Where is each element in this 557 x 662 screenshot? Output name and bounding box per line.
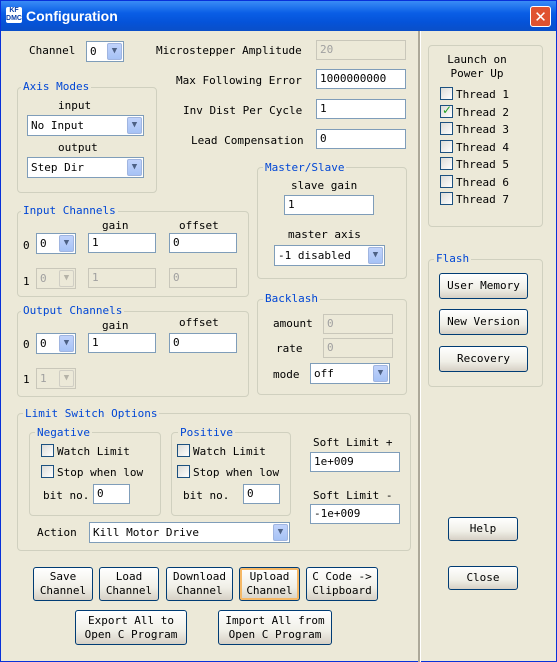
microstepper-amplitude-field: 20	[316, 40, 406, 60]
flash-title: Flash	[436, 252, 470, 265]
thread-3-checkbox[interactable]	[440, 122, 453, 135]
axis-input-value: No Input	[31, 119, 84, 132]
axis-input-label: input	[58, 99, 92, 112]
limit-switch-title: Limit Switch Options	[25, 407, 158, 420]
chevron-down-icon: ▼	[59, 235, 74, 252]
soft-limit-plus-label: Soft Limit +	[313, 436, 393, 449]
output-channels-title: Output Channels	[23, 304, 123, 317]
thread-3-label: Thread 3	[456, 123, 509, 136]
app-icon: KF DMC	[6, 7, 22, 22]
input-gain-1-field: 1	[88, 268, 156, 288]
chevron-down-icon: ▼	[127, 117, 142, 134]
thread-6-checkbox[interactable]	[440, 175, 453, 188]
inv-dist-per-cycle-label: Inv Dist Per Cycle	[183, 104, 303, 117]
negative-watch-limit-label: Watch Limit	[57, 445, 130, 458]
output-channel-0-value: 0	[40, 337, 47, 350]
action-label: Action	[37, 526, 77, 539]
upload-channel-button[interactable]: Upload Channel	[239, 567, 300, 601]
master-axis-value: -1 disabled	[278, 249, 351, 262]
negative-limit-title: Negative	[37, 426, 90, 439]
import-all-button[interactable]: Import All from Open C Program	[218, 610, 332, 645]
negative-bit-no-label: bit no.	[43, 489, 90, 502]
input-channel-0-value: 0	[40, 237, 47, 250]
output-channel-1-value: 1	[40, 372, 47, 385]
axis-input-select[interactable]	[27, 115, 144, 136]
input-gain-0-field[interactable]: 1	[88, 233, 156, 253]
input-offset-0-field[interactable]: 0	[169, 233, 237, 253]
close-icon: ✕	[534, 8, 547, 26]
thread-1-label: Thread 1	[456, 88, 509, 101]
title-bar[interactable]	[1, 1, 556, 31]
chevron-down-icon: ▼	[127, 159, 142, 176]
recovery-button[interactable]: Recovery	[439, 346, 528, 372]
backlash-amount-field: 0	[323, 314, 393, 334]
thread-2-checkbox[interactable]	[440, 102, 453, 118]
chevron-down-icon: ▼	[59, 335, 74, 352]
input-channel-1-value: 0	[40, 272, 47, 285]
download-channel-button[interactable]: Download Channel	[166, 567, 233, 601]
channel-label: Channel	[29, 44, 76, 57]
lead-compensation-label: Lead Compensation	[191, 134, 304, 147]
output-row-index: 1	[23, 373, 30, 386]
soft-limit-plus-field[interactable]: 1e+009	[310, 452, 400, 472]
input-channel-1-select	[36, 268, 76, 289]
chevron-down-icon: ▼	[107, 43, 122, 60]
negative-stop-when-low-checkbox[interactable]	[41, 465, 54, 478]
launch-title: Launch on Power Up	[447, 53, 507, 80]
backlash-mode-value: off	[314, 367, 334, 380]
chevron-down-icon: ▼	[59, 270, 74, 287]
backlash-mode-select[interactable]	[310, 363, 390, 384]
user-memory-button[interactable]: User Memory	[439, 273, 528, 299]
negative-watch-limit-checkbox[interactable]	[41, 444, 54, 457]
output-channel-1-select	[36, 368, 76, 389]
output-gain-0-field[interactable]: 1	[88, 333, 156, 353]
channel-value: 0	[90, 45, 97, 58]
load-channel-button[interactable]: Load Channel	[99, 567, 159, 601]
output-offset-header: offset	[179, 316, 219, 329]
help-button[interactable]: Help	[448, 517, 518, 541]
thread-1-checkbox[interactable]	[440, 87, 453, 100]
positive-watch-limit-label: Watch Limit	[193, 445, 266, 458]
input-channel-0-select[interactable]	[36, 233, 76, 254]
positive-bit-no-label: bit no.	[183, 489, 230, 502]
positive-stop-when-low-label: Stop when low	[193, 466, 280, 479]
action-select[interactable]	[89, 522, 290, 543]
thread-4-checkbox[interactable]	[440, 140, 453, 153]
positive-watch-limit-checkbox[interactable]	[177, 444, 190, 457]
close-button[interactable]: Close	[448, 566, 518, 590]
positive-limit-title: Positive	[180, 426, 233, 439]
backlash-mode-label: mode	[273, 368, 300, 381]
output-offset-0-field[interactable]: 0	[169, 333, 237, 353]
chevron-down-icon: ▼	[368, 247, 383, 264]
microstepper-amplitude-label: Microstepper Amplitude	[156, 44, 302, 57]
backlash-rate-label: rate	[276, 342, 303, 355]
save-channel-button[interactable]: Save Channel	[33, 567, 93, 601]
axis-output-label: output	[58, 141, 98, 154]
backlash-amount-label: amount	[273, 317, 313, 330]
axis-output-value: Step Dir	[31, 161, 84, 174]
positive-bit-no-field[interactable]: 0	[243, 484, 280, 504]
input-offset-1-field: 0	[169, 268, 237, 288]
chevron-down-icon: ▼	[59, 370, 74, 387]
checkmark-icon: ✓	[442, 102, 453, 117]
export-all-button[interactable]: Export All to Open C Program	[75, 610, 187, 645]
input-channels-title: Input Channels	[23, 204, 116, 217]
thread-4-label: Thread 4	[456, 140, 509, 154]
new-version-button[interactable]: New Version	[439, 309, 528, 335]
negative-stop-when-low-label: Stop when low	[57, 466, 144, 479]
soft-limit-minus-label: Soft Limit -	[313, 489, 393, 502]
thread-2-label: Thread 2	[456, 105, 509, 119]
c-code-to-clipboard-button[interactable]: C Code -> Clipboard	[306, 567, 378, 601]
axis-modes-title: Axis Modes	[23, 80, 90, 93]
window-title: Configuration	[26, 8, 118, 24]
max-following-error-label: Max Following Error	[176, 74, 302, 87]
thread-5-checkbox[interactable]	[440, 157, 453, 170]
channel-select[interactable]	[86, 41, 124, 62]
chevron-down-icon: ▼	[373, 365, 388, 382]
thread-5-label: Thread 5	[456, 158, 509, 171]
chevron-down-icon: ▼	[273, 524, 288, 541]
soft-limit-minus-field[interactable]: -1e+009	[310, 504, 400, 524]
thread-6-label: Thread 6	[456, 175, 509, 189]
master-axis-label: master axis	[288, 228, 361, 241]
panel-divider	[418, 31, 421, 662]
output-gain-header: gain	[102, 319, 129, 332]
input-offset-header: offset	[179, 219, 219, 232]
inv-dist-per-cycle-field[interactable]: 1	[316, 99, 406, 119]
max-following-error-field[interactable]: 1000000000	[316, 69, 406, 89]
master-axis-select[interactable]	[274, 245, 385, 266]
backlash-rate-field: 0	[323, 338, 393, 358]
output-row-index: 0	[23, 338, 30, 351]
input-row-index: 1	[23, 275, 30, 288]
window-close-button[interactable]	[530, 6, 551, 27]
input-row-index: 0	[23, 239, 30, 252]
slave-gain-field[interactable]: 1	[284, 195, 374, 215]
lead-compensation-field[interactable]: 0	[316, 129, 406, 149]
thread-7-checkbox[interactable]	[440, 192, 453, 205]
thread-7-label: Thread 7	[456, 193, 509, 206]
negative-bit-no-field[interactable]: 0	[93, 484, 130, 504]
action-value: Kill Motor Drive	[93, 526, 199, 539]
positive-stop-when-low-checkbox[interactable]	[177, 465, 190, 478]
axis-output-select[interactable]	[27, 157, 144, 178]
backlash-title: Backlash	[265, 292, 318, 305]
input-gain-header: gain	[102, 219, 129, 232]
master-slave-title: Master/Slave	[265, 161, 345, 174]
output-channel-0-select[interactable]	[36, 333, 76, 354]
slave-gain-label: slave gain	[291, 179, 358, 192]
